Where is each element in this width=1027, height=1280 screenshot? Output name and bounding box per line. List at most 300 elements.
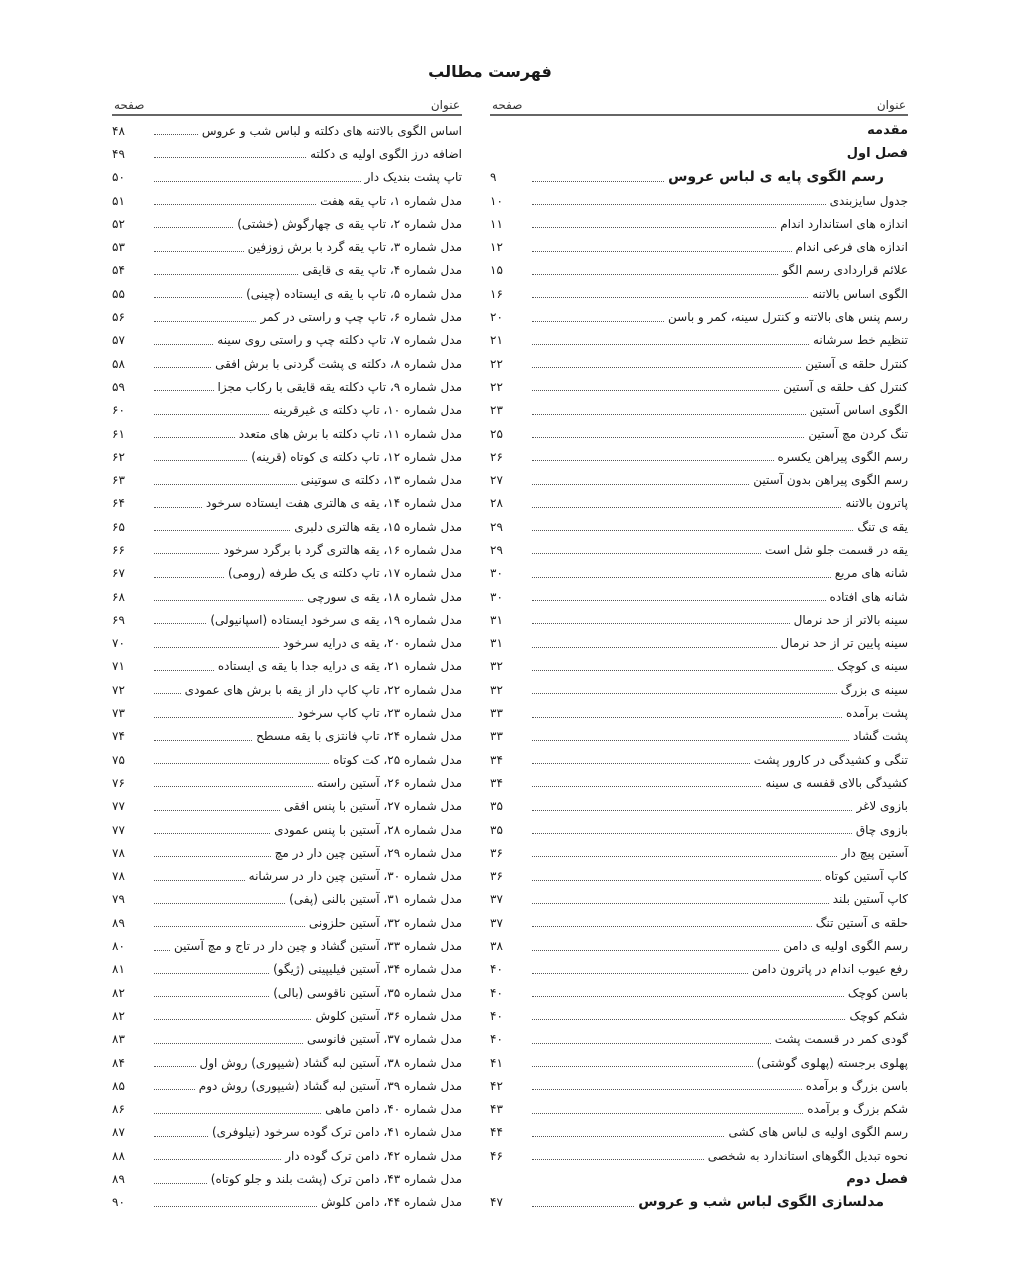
dot-leader <box>154 251 244 252</box>
toc-entry[interactable] <box>490 562 908 585</box>
dot-leader <box>532 181 664 182</box>
toc-entry-title: الگوی اساس آستین <box>809 403 908 418</box>
toc-entry-page: ۲۹ <box>490 542 503 557</box>
toc-entry-title: مدل شماره ۳۸، آستین لبه گشاد (شیپوری) روش اول <box>199 1055 462 1070</box>
dot-leader <box>532 460 774 461</box>
toc-entry-page: ۹۰ <box>112 1195 125 1210</box>
toc-entry[interactable] <box>490 538 908 561</box>
toc-entry-page: ۵۸ <box>112 356 125 371</box>
column-header <box>112 92 462 116</box>
toc-entry-title: مدل شماره ۶، تاپ چپ و راستی در کمر <box>260 310 462 325</box>
toc-entry-title: مدل شماره ۱۰، تاپ دکلته ی غیرقرینه <box>273 403 462 418</box>
dot-leader <box>532 437 804 438</box>
toc-entry[interactable] <box>490 981 908 1004</box>
toc-entry-title: پاترون بالاتنه <box>845 496 908 511</box>
toc-entry-title: مدل شماره ۳۹، آستین لبه گشاد (شیپوری) روش دوم <box>198 1078 462 1093</box>
toc-entry[interactable] <box>112 422 462 445</box>
dot-leader <box>532 996 844 997</box>
toc-entry[interactable] <box>112 212 462 235</box>
dot-leader <box>154 507 202 508</box>
toc-entry[interactable] <box>490 1121 908 1144</box>
toc-entry-page: ۷۶ <box>112 775 125 790</box>
dot-leader <box>154 880 245 881</box>
dot-leader <box>154 763 329 764</box>
dot-leader <box>532 367 801 368</box>
dot-leader <box>154 856 271 857</box>
toc-entry-page: ۲۱ <box>490 333 503 348</box>
toc-entry-page: ۴۰ <box>490 985 503 1000</box>
toc-entry-page: ۶۹ <box>112 612 125 627</box>
toc-entry[interactable] <box>112 1004 462 1027</box>
dot-leader <box>532 926 812 927</box>
toc-entry[interactable] <box>112 329 462 352</box>
dot-leader <box>154 1089 195 1090</box>
toc-entry[interactable] <box>490 352 908 375</box>
toc-entry-page: ۳۶ <box>490 869 503 884</box>
toc-entry[interactable] <box>490 1097 908 1120</box>
toc-entry-page: ۵۹ <box>112 379 125 394</box>
toc-entry-page: ۵۴ <box>112 263 125 278</box>
toc-entry-title: تنگی و کشیدگی در کارور پشت <box>753 752 908 767</box>
toc-entry[interactable] <box>112 608 462 631</box>
toc-entry-title: پشت برآمده <box>846 706 908 721</box>
toc-entry[interactable] <box>490 795 908 818</box>
toc-entry-page: ۴۸ <box>112 123 125 138</box>
toc-entry-title: الگوی اساس بالاتنه <box>812 286 908 301</box>
toc-entry-page: ۹ <box>490 170 497 185</box>
dot-leader <box>154 390 214 391</box>
toc-entry[interactable] <box>112 1028 462 1051</box>
toc-entry[interactable] <box>490 725 908 748</box>
toc-entry[interactable] <box>490 888 908 911</box>
toc-entry[interactable] <box>112 492 462 515</box>
toc-entry-page: ۸۹ <box>112 1172 125 1186</box>
toc-entry-title: مدل شماره ۱، تاپ یقه هفت <box>320 193 462 208</box>
toc-entry[interactable] <box>490 678 908 701</box>
toc-entry[interactable] <box>490 818 908 841</box>
toc-entry-page: ۷۰ <box>112 636 125 651</box>
dot-leader <box>532 833 852 834</box>
toc-entry-page: ۶۰ <box>112 403 125 418</box>
toc-entry[interactable] <box>112 1121 462 1144</box>
toc-entry-page: ۱۵ <box>490 263 503 278</box>
dot-leader <box>532 1043 771 1044</box>
title-column-header: عنوان <box>430 98 460 112</box>
toc-entry-title: باسن بزرگ و برآمده <box>805 1078 908 1093</box>
toc-entry-page: ۷۵ <box>112 752 125 767</box>
toc-entry-title: مدل شماره ۲۴، تاپ فانتزی با یقه مسطح <box>256 729 462 744</box>
toc-entry[interactable] <box>112 445 462 468</box>
toc-entry[interactable] <box>490 515 908 538</box>
toc-entry[interactable] <box>112 562 462 585</box>
toc-entry[interactable] <box>112 678 462 701</box>
toc-entry-title: مدل شماره ۳، تاپ یقه گرد با برش زوزفین <box>247 240 462 255</box>
toc-left-column <box>112 92 462 1214</box>
toc-entry[interactable] <box>112 748 462 771</box>
toc-entry-page: ۷۸ <box>112 869 125 884</box>
title-column-header: عنوان <box>876 98 906 112</box>
dot-leader <box>532 740 849 741</box>
toc-entry-page: ۶۱ <box>112 426 125 441</box>
toc-entry-title: گودی کمر در قسمت پشت <box>774 1032 908 1047</box>
toc-entry[interactable] <box>112 795 462 818</box>
column-header <box>490 92 908 116</box>
toc-entry-page: ۲۲ <box>490 379 503 394</box>
toc-entry[interactable] <box>490 958 908 981</box>
toc-entry[interactable] <box>112 352 462 375</box>
toc-entry[interactable] <box>112 958 462 981</box>
toc-entry-page: ۳۰ <box>490 566 503 581</box>
toc-entry[interactable] <box>112 841 462 864</box>
toc-entry[interactable] <box>112 305 462 328</box>
toc-entry[interactable] <box>490 655 908 678</box>
toc-entry-page: ۴۴ <box>490 1125 503 1140</box>
toc-entry-page: ۶۸ <box>112 589 125 604</box>
toc-entry[interactable] <box>490 841 908 864</box>
toc-entry[interactable] <box>112 818 462 841</box>
toc-entry[interactable] <box>490 259 908 282</box>
toc-entry-page: ۲۲ <box>490 356 503 371</box>
toc-entry[interactable] <box>490 701 908 724</box>
toc-entry-title: مدل شماره ۷، تاپ دکلته چپ و راستی روی سینه <box>217 333 462 348</box>
toc-entry[interactable] <box>490 748 908 771</box>
dot-leader <box>154 1206 317 1207</box>
toc-entry-page: ۳۵ <box>490 822 503 837</box>
toc-entry-page: ۸۶ <box>112 1102 125 1117</box>
toc-entry-title: مدل شماره ۲۰، یقه ی درایه سرخود <box>283 636 462 651</box>
toc-entry-title: رسم الگوی اولیه ی دامن <box>783 939 908 954</box>
dot-leader <box>532 530 853 531</box>
toc-entry-title: مدل شماره ۴۳، دامن ترک (پشت بلند و جلو کوتاه) <box>210 1172 462 1186</box>
toc-entry[interactable] <box>490 1144 908 1167</box>
toc-entry[interactable] <box>490 305 908 328</box>
toc-entry-title: مدل شماره ۳۲، آستین حلزونی <box>308 915 462 930</box>
toc-entry[interactable] <box>490 1074 908 1097</box>
dot-leader <box>532 763 750 764</box>
dot-leader <box>154 1159 281 1160</box>
toc-entry-title: شکم کوچک <box>849 1008 908 1023</box>
toc-entry[interactable] <box>490 608 908 631</box>
toc-entry-page: ۷۲ <box>112 682 125 697</box>
toc-entry-title: کنترل کف حلقه ی آستین <box>783 379 908 394</box>
toc-entry-title: کاپ آستین بلند <box>832 892 908 907</box>
toc-entry-title: کشیدگی بالای قفسه ی سینه <box>765 775 908 790</box>
toc-entry-title: تنگ کردن مچ آستین <box>808 426 908 441</box>
toc-entry[interactable] <box>112 468 462 491</box>
toc-entry-page: ۵۳ <box>112 240 125 255</box>
toc-entry[interactable] <box>490 445 908 468</box>
toc-entry-title: آستین پیچ دار <box>841 845 908 860</box>
dot-leader <box>532 227 776 228</box>
dot-leader <box>154 297 242 298</box>
toc-entry[interactable] <box>112 142 462 165</box>
dot-leader <box>532 1206 634 1207</box>
toc-entry-title: مدل شماره ۳۷، آستین فانوسی <box>307 1032 462 1047</box>
toc-entry-title: پهلوی برجسته (پهلوی گوشتی) <box>756 1055 908 1070</box>
toc-entry[interactable] <box>112 375 462 398</box>
toc-entry[interactable] <box>490 632 908 655</box>
toc-entry-title: پشت گشاد <box>852 729 908 744</box>
toc-entry-page: ۳۲ <box>490 659 503 674</box>
toc-entry[interactable] <box>112 701 462 724</box>
toc-entry-page: ۷۳ <box>112 706 125 721</box>
dot-leader <box>154 204 316 205</box>
dot-leader <box>154 647 279 648</box>
toc-entry[interactable] <box>112 1167 462 1190</box>
toc-entry-page: ۱۶ <box>490 286 503 301</box>
toc-entry-page: ۸۲ <box>112 1008 125 1023</box>
toc-section-heading[interactable] <box>490 142 908 165</box>
toc-entry-page: ۵۰ <box>112 170 125 185</box>
dot-leader <box>532 484 749 485</box>
dot-leader <box>532 274 778 275</box>
toc-list <box>112 119 462 1214</box>
dot-leader <box>154 157 306 158</box>
toc-entry-title: سینه پایین تر از حد نرمال <box>780 636 908 651</box>
toc-entry-title: رسم الگوی پایه ی لباس عروس <box>668 169 884 186</box>
toc-entry-title: رسم الگوی اولیه ی لباس های کشی <box>728 1125 908 1140</box>
toc-entry-title: مدل شماره ۱۱، تاپ دکلته با برش های متعدد <box>238 426 462 441</box>
toc-entry-title: مدل شماره ۱۲، تاپ دکلته ی کوتاه (قرینه) <box>251 449 462 464</box>
toc-entry[interactable] <box>490 329 908 352</box>
toc-entry[interactable] <box>490 212 908 235</box>
toc-entry[interactable] <box>490 771 908 794</box>
toc-entry[interactable] <box>112 515 462 538</box>
toc-entry-page: ۶۶ <box>112 542 125 557</box>
toc-entry[interactable] <box>112 865 462 888</box>
toc-entry[interactable] <box>490 1004 908 1027</box>
toc-entry-page: ۳۳ <box>490 729 503 744</box>
toc-entry-title: نحوه تبدیل الگوهای استاندارد به شخصی <box>707 1148 908 1163</box>
dot-leader <box>532 297 808 298</box>
dot-leader <box>154 553 219 554</box>
toc-entry[interactable] <box>112 585 462 608</box>
dot-leader <box>532 1159 704 1160</box>
toc-entry-page: ۲۹ <box>490 519 503 534</box>
toc-entry-page: ۳۷ <box>490 892 503 907</box>
toc-entry[interactable] <box>490 492 908 515</box>
toc-entry[interactable] <box>490 1051 908 1074</box>
toc-entry[interactable] <box>112 235 462 258</box>
toc-entry-title: مدل شماره ۱۴، یقه ی هالتری هفت ایستاده سرخود <box>205 496 462 511</box>
page-title: فهرست مطالب <box>428 62 552 81</box>
dot-leader <box>154 1066 196 1067</box>
dot-leader <box>154 1183 207 1184</box>
page-column-header: صفحه <box>114 98 145 112</box>
toc-entry[interactable] <box>112 725 462 748</box>
toc-entry-page: ۷۷ <box>112 822 125 837</box>
toc-entry[interactable] <box>112 282 462 305</box>
toc-entry-title: رسم الگوی پیراهن یکسره <box>777 449 908 464</box>
toc-entry-page: ۵۱ <box>112 193 125 208</box>
dot-leader <box>154 623 206 624</box>
toc-entry[interactable] <box>112 888 462 911</box>
dot-leader <box>532 414 806 415</box>
toc-entry-title: اندازه های فرعی اندام <box>795 240 908 255</box>
toc-entry-title: فصل اول <box>846 146 908 162</box>
dot-leader <box>532 880 821 881</box>
toc-entry-page: ۳۷ <box>490 915 503 930</box>
toc-entry-title: مدل شماره ۵، تاپ با یقه ی ایستاده (چینی) <box>246 286 462 301</box>
toc-entry-title: مدل شماره ۲۶، آستین راسته <box>316 775 462 790</box>
dot-leader <box>154 903 285 904</box>
toc-entry-page: ۴۳ <box>490 1102 503 1117</box>
toc-entry-title: مدل شماره ۲۳، تاپ کاپ سرخود <box>297 706 462 721</box>
toc-entry[interactable] <box>112 934 462 957</box>
toc-entry-page: ۴۰ <box>490 1032 503 1047</box>
toc-entry[interactable] <box>112 189 462 212</box>
toc-entry-title: مدل شماره ۳۵، آستین ناقوسی (بالی) <box>273 985 462 1000</box>
toc-entry[interactable] <box>490 468 908 491</box>
dot-leader <box>154 693 181 694</box>
toc-entry-title: علائم قراردادی رسم الگو <box>782 263 908 278</box>
toc-entry-page: ۳۱ <box>490 612 503 627</box>
dot-leader <box>532 553 761 554</box>
toc-entry-page: ۳۴ <box>490 752 503 767</box>
toc-entry-page: ۲۶ <box>490 449 503 464</box>
dot-leader <box>154 181 361 182</box>
toc-entry-title: شانه های مربع <box>834 566 908 581</box>
toc-entry[interactable] <box>112 399 462 422</box>
page-column-header: صفحه <box>492 98 523 112</box>
toc-entry-page: ۲۰ <box>490 310 503 325</box>
toc-entry[interactable] <box>112 538 462 561</box>
dot-leader <box>532 1066 753 1067</box>
toc-entry[interactable] <box>112 1051 462 1074</box>
toc-entry[interactable] <box>112 259 462 282</box>
toc-entry[interactable] <box>490 189 908 212</box>
toc-entry-title: مدل شماره ۳۶، آستین کلوش <box>315 1008 462 1023</box>
toc-entry-title: مدل شماره ۲۸، آستین با پنس عمودی <box>274 822 462 837</box>
toc-entry-title: مدل شماره ۱۸، یقه ی سورچی <box>307 589 462 604</box>
toc-entry-title: مدل شماره ۲۵، کت کوتاه <box>333 752 462 767</box>
toc-entry-page: ۸۸ <box>112 1148 125 1163</box>
toc-entry[interactable] <box>490 282 908 305</box>
toc-entry[interactable] <box>490 934 908 957</box>
toc-chapter-entry[interactable] <box>490 1191 908 1214</box>
toc-entry-page: ۲۸ <box>490 496 503 511</box>
toc-entry-page: ۸۱ <box>112 962 125 977</box>
toc-entry-page: ۴۰ <box>490 1008 503 1023</box>
toc-entry-page: ۲۷ <box>490 473 503 488</box>
dot-leader <box>532 950 779 951</box>
toc-entry[interactable] <box>490 1028 908 1051</box>
toc-entry-title: مدل شماره ۴۲، دامن ترک گوده دار <box>285 1148 462 1163</box>
toc-entry-title: تنظیم خط سرشانه <box>812 333 908 348</box>
toc-entry-page: ۷۷ <box>112 799 125 814</box>
toc-entry-page: ۵۲ <box>112 216 125 231</box>
toc-entry[interactable] <box>490 399 908 422</box>
toc-entry-title: مدل شماره ۱۹، یقه ی سرخود ایستاده (اسپانیولی) <box>210 612 462 627</box>
dot-leader <box>154 227 233 228</box>
toc-entry-title: مدل شماره ۴۰، دامن ماهی <box>325 1102 462 1117</box>
toc-entry[interactable] <box>112 119 462 142</box>
toc-entry[interactable] <box>490 422 908 445</box>
toc-entry-page: ۶۵ <box>112 519 125 534</box>
toc-entry[interactable] <box>490 375 908 398</box>
dot-leader <box>154 414 269 415</box>
dot-leader <box>154 437 235 438</box>
dot-leader <box>154 367 211 368</box>
toc-entry-page: ۵۶ <box>112 310 125 325</box>
toc-entry[interactable] <box>112 1074 462 1097</box>
toc-entry[interactable] <box>112 981 462 1004</box>
toc-entry-page: ۷۸ <box>112 845 125 860</box>
dot-leader <box>154 950 170 951</box>
toc-entry-title: مدل شماره ۱۵، یقه هالتری دلبری <box>294 519 462 534</box>
toc-entry-title: مدل شماره ۱۳، دکلته ی سوتینی <box>300 473 462 488</box>
toc-entry-title: شکم بزرگ و برآمده <box>807 1102 908 1117</box>
toc-entry-page: ۸۴ <box>112 1055 125 1070</box>
toc-entry-page: ۳۰ <box>490 589 503 604</box>
toc-entry-title: جدول سایزبندی <box>829 193 908 208</box>
toc-section-heading[interactable] <box>490 119 908 142</box>
dot-leader <box>154 1019 311 1020</box>
dot-leader <box>532 600 826 601</box>
toc-section-heading[interactable] <box>490 1167 908 1190</box>
toc-entry[interactable] <box>112 1144 462 1167</box>
dot-leader <box>154 460 247 461</box>
dot-leader <box>532 973 748 974</box>
toc-entry[interactable] <box>112 771 462 794</box>
toc-entry-title: اضافه درز الگوی اولیه ی دکلته <box>310 146 462 161</box>
dot-leader <box>154 600 303 601</box>
toc-entry-page: ۷۹ <box>112 892 125 907</box>
toc-entry-title: کاپ آستین کوتاه <box>824 869 908 884</box>
dot-leader <box>154 321 256 322</box>
dot-leader <box>532 1136 724 1137</box>
toc-entry-title: مدل شماره ۲، تاپ یقه ی چهارگوش (خشتی) <box>237 216 462 231</box>
dot-leader <box>154 810 280 811</box>
toc-entry[interactable] <box>112 632 462 655</box>
toc-entry-page: ۴۶ <box>490 1148 503 1163</box>
toc-entry-title: مدلسازی الگوی لباس شب و عروس <box>638 1194 884 1211</box>
dot-leader <box>532 251 792 252</box>
toc-entry-title: یقه در قسمت جلو شل است <box>764 542 908 557</box>
toc-entry[interactable] <box>490 585 908 608</box>
dot-leader <box>154 717 293 718</box>
toc-chapter-entry[interactable] <box>490 166 908 189</box>
toc-entry-page: ۸۲ <box>112 985 125 1000</box>
dot-leader <box>532 321 664 322</box>
dot-leader <box>532 577 831 578</box>
toc-entry[interactable] <box>112 655 462 678</box>
toc-entry-title: مدل شماره ۳۱، آستین بالنی (پفی) <box>289 892 462 907</box>
toc-entry-page: ۷۱ <box>112 659 125 674</box>
dot-leader <box>532 623 790 624</box>
toc-entry-title: فصل دوم <box>846 1171 908 1187</box>
toc-entry-title: مدل شماره ۴۴، دامن کلوش <box>321 1195 462 1210</box>
toc-entry-title: مدل شماره ۴، تاپ یقه ی قایقی <box>302 263 462 278</box>
toc-entry[interactable] <box>112 911 462 934</box>
toc-entry-page: ۸۹ <box>112 915 125 930</box>
dot-leader <box>154 670 214 671</box>
toc-entry[interactable] <box>490 235 908 258</box>
toc-entry-page: ۸۵ <box>112 1078 125 1093</box>
dot-leader <box>154 1136 208 1137</box>
dot-leader <box>532 670 833 671</box>
toc-entry[interactable] <box>112 1097 462 1120</box>
toc-entry-page: ۱۱ <box>490 216 503 231</box>
toc-entry-title: مدل شماره ۲۹، آستین چین دار در مچ <box>274 845 462 860</box>
toc-entry[interactable] <box>490 911 908 934</box>
dot-leader <box>532 344 809 345</box>
toc-entry[interactable] <box>490 865 908 888</box>
toc-entry[interactable] <box>112 166 462 189</box>
toc-entry[interactable] <box>112 1191 462 1214</box>
toc-entry-title: مدل شماره ۱۶، یقه هالتری گرد با برگرد سرخود <box>223 542 462 557</box>
dot-leader <box>154 134 198 135</box>
